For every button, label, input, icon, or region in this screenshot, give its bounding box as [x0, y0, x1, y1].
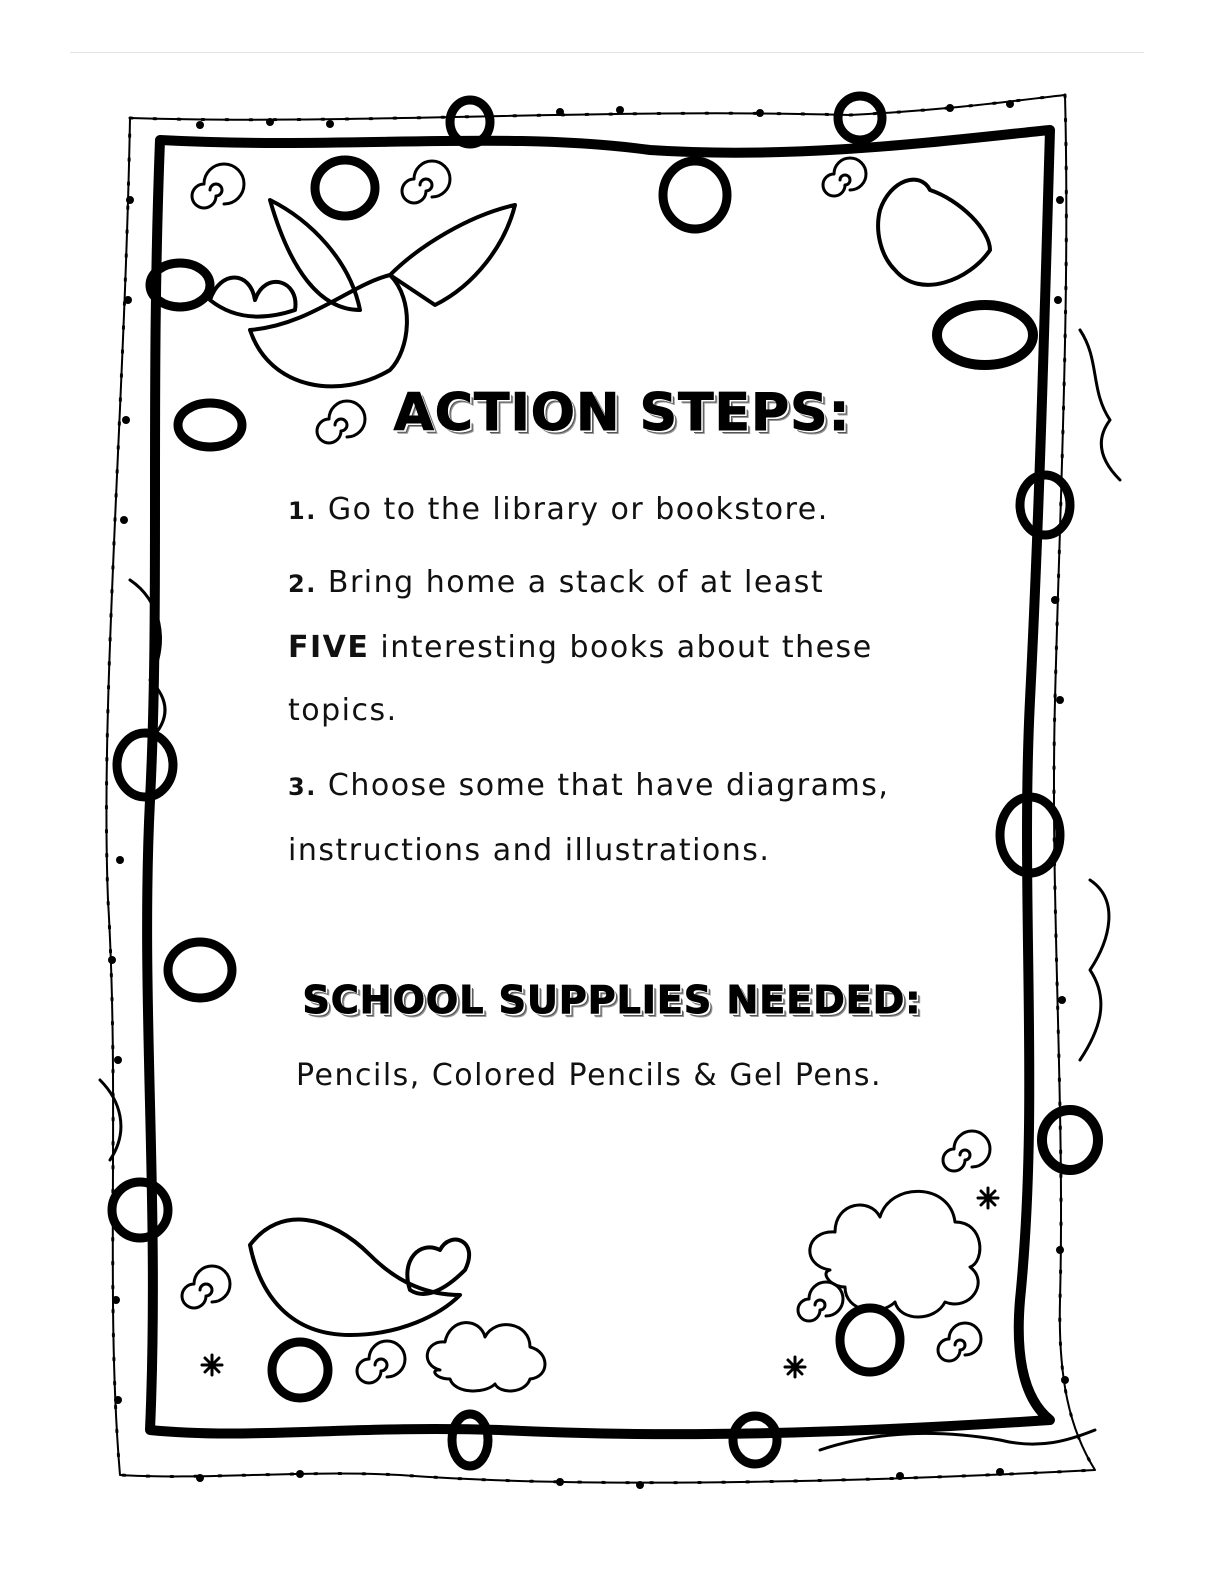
school-supplies-text: Pencils, Colored Pencils & Gel Pens.: [296, 1058, 883, 1093]
action-steps-heading: ACTION STEPS:: [393, 383, 851, 443]
action-steps-list: [288, 482, 928, 894]
step-text: Choose some that have diagrams, instructions and illustrations.: [288, 768, 890, 868]
step-number: 2.: [288, 570, 317, 598]
step-item: [288, 754, 928, 882]
step-text: Go to the library or bookstore.: [327, 492, 829, 527]
step-number: 3.: [288, 773, 317, 801]
step-item: [288, 551, 928, 742]
step-item: [288, 482, 928, 539]
step-text: Bring home a stack of at least: [327, 565, 825, 600]
step-emphasis: FIVE: [288, 630, 370, 665]
step-number: 1.: [288, 497, 317, 525]
school-supplies-heading: SCHOOL SUPPLIES NEEDED:: [302, 978, 922, 1022]
step-text-continued: interesting books about these topics.: [288, 630, 873, 728]
